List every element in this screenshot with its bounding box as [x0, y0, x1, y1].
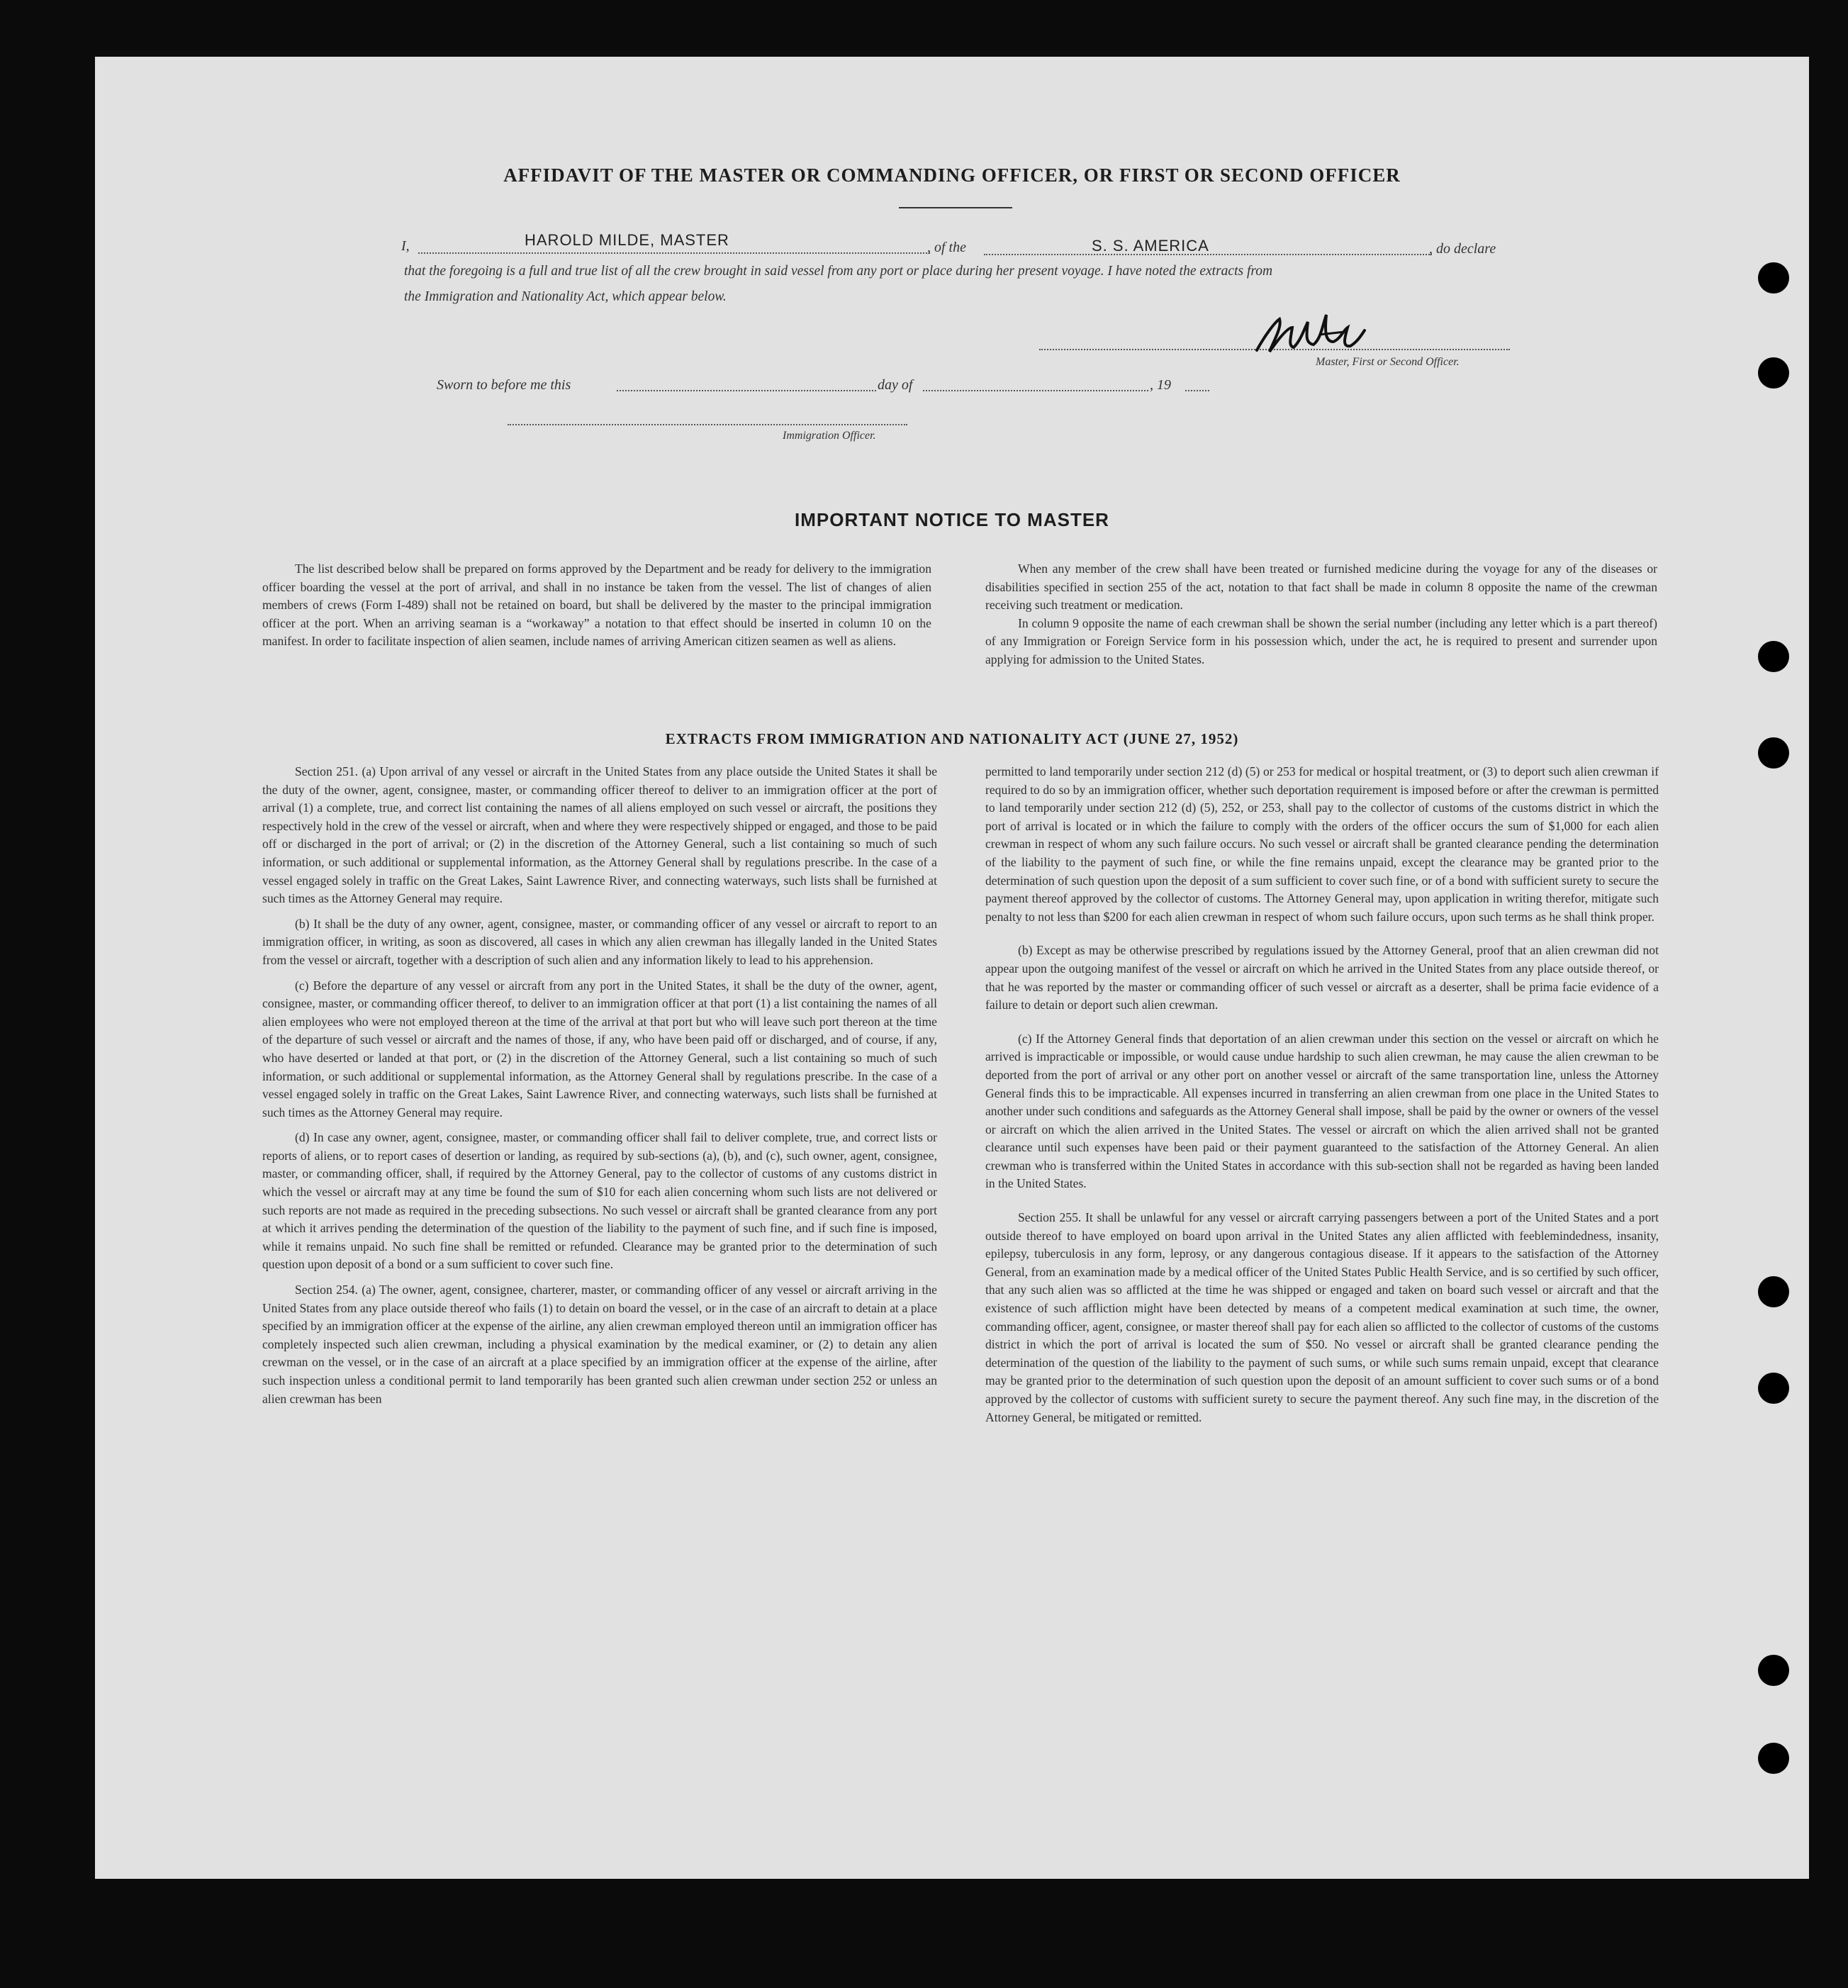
sworn-year-line: [1185, 390, 1209, 391]
section-255: Section 255. It shall be unlawful for any vessel or aircraft carrying passengers between a port of the United States and a port outside thereof to have employed on board upon arrival in the United States any alien afflicted with feeblemindedness, insanity, epilepsy, tuberculosis in any form, leprosy, or any dangerous contagious disease. If it appears to the satisfaction of the Attorney General, from an examination made by a medical officer of the United States Public Health Service, and is so certified by such officer, that any such alien was so afflicted at the time he was shipped or engaged and taken on board such vessel or aircraft and that the existence of such affliction might have been detected by means of a competent medical examination at such time, the owner, commanding officer, agent, consignee, or master thereof shall pay for each alien so afflicted to the collector of customs of the customs district in which the port of arrival is located the sum of $50. No vessel or aircraft shall be granted clearance pending the determination of the question of the liability to the payment of such sums, or while such sums remain unpaid, except that clearance may be granted prior to the determination of such question upon the deposit of an amount sufficient to cover such sums or of a bond approved by the collector of customs with sufficient surety to secure the payment thereof. Any such fine may, in the discretion of the Attorney General, be mitigated or remitted.: [985, 1210, 1659, 1424]
section-254-a: Section 254. (a) The owner, agent, consignee, charterer, master, or commanding officer of any vessel or aircraft arriving in the United States from any place outside thereof who fails (1) to detain on board the vessel, or in the case of an aircraft to detain at a place specified by an immigration officer at the expense of the airline, any alien crewman employed thereon until an immigration officer has completely inspected such alien crewman, including a physical examination by the medical examiner, or (2) to detain any alien crewman on the vessel, or in the case of an aircraft at a place specified by an immigration officer at the expense of the airline, after such inspection unless a conditional permit to land temporarily has been granted such alien crewman under section 252 or unless an alien crewman has been: [262, 1283, 937, 1406]
immigration-officer-line: [508, 424, 907, 425]
of-the-text: , of the: [927, 240, 966, 255]
master-name: HAROLD MILDE, MASTER: [525, 231, 729, 249]
section-251-a: Section 251. (a) Upon arrival of any vessel or aircraft in the United States from any place outside the United States it shall be the duty of the owner, agent, consignee, master, or commanding officer thereof to deliver to an immigration officer at the port of arrival (1) a complete, true, and correct list containing the names of all aliens employed on such vessel or aircraft, the positions they respectively hold in the crew of the vessel or aircraft, when and where they were respectively shipped or engaged, and those to be paid off or discharged in the port of arrival; or (2) in the discretion of the Attorney General, such a list containing so much of such information, or such additional or supplemental information, as the Attorney General shall by regulations prescribe. In the case of a vessel engaged solely in traffic on the Great Lakes, Saint Lawrence River, and connecting waterways, such lists shall be furnished at such times as the Attorney General may require.: [262, 764, 937, 906]
sworn-text: Sworn to before me this: [437, 377, 571, 393]
punch-hole: [1758, 641, 1789, 672]
divider: [899, 207, 1012, 208]
punch-hole: [1758, 357, 1789, 389]
notice-title: IMPORTANT NOTICE TO MASTER: [795, 509, 1109, 530]
sworn-month-line: [923, 390, 1148, 391]
declaration-prefix: I,: [401, 238, 410, 254]
day-of-text: day of: [878, 377, 913, 393]
section-254-c: (c) If the Attorney General finds that deportation of an alien crewman under this section on the vessel or aircraft on which he arrived is impracticable or impossible, or would cause undue hardship to such alien crewman, he may cause the alien crewman to be deported from the port of arrival or any other port on another vessel or aircraft of the same transportation line, unless the Attorney General finds this to be impracticable. All expenses incurred in transferring an alien crewman from one place in the United States to another under such conditions and safeguards as the Attorney General shall impose, shall be paid by the owner or owners of the vessel or aircraft on which the alien arrived in the United States. The vessel or aircraft on which the alien arrived shall not be granted clearance until such expenses have been paid or their payment guaranteed to the satisfaction of the Attorney General. An alien crewman who is transferred within the United States in accordance with this sub-section shall not be regarded as having been landed in the United States.: [985, 1031, 1659, 1191]
notice-left-column: [262, 560, 931, 651]
section-254-b: (b) Except as may be otherwise prescribed by regulations issued by the Attorney General, proof that an alien crewman did not appear upon the outgoing manifest of the vessel or aircraft on which he arrived in the United States from any place outside thereof, or that he was reported by the master or commanding officer of such vessel or aircraft as a deserter, shall be prima facie evidence of a failure to detain or deport such alien crewman.: [985, 943, 1659, 1012]
extracts-left-column: [262, 763, 937, 1408]
section-251-d: (d) In case any owner, agent, consignee, master, or commanding officer shall fail to deliver complete, true, and correct lists or reports of aliens, or to report cases of desertion or landing, as required by sub-sections (a), (b), and (c), such owner, agent, consignee, master, or commanding officer, shall, if required by the Attorney General, pay to the collector of customs of any customs district in which the vessel or aircraft may at any time be found the sum of $10 for each alien concerning whom such lists are not delivered or such reports are not made as required in the preceding subsections. No such vessel or aircraft shall be granted clearance from any port at which it arrives pending the determination of the question of the liability to the payment of such fine, and if such fine is imposed, while it remains unpaid. No such fine shall be remitted or refunded. Clearance may be granted prior to the determination of such question upon deposit of a bond or a sum sufficient to cover such fine.: [262, 1130, 937, 1272]
vessel-name: S. S. AMERICA: [1092, 237, 1209, 255]
handwritten-signature: [1251, 306, 1372, 362]
declaration-line-1: that the foregoing is a full and true list of all the crew brought in said vessel from any port or place during her present voyage. I have noted the extracts from: [404, 264, 1273, 279]
extracts-title: EXTRACTS FROM IMMIGRATION AND NATIONALITY ACT (JUNE 27, 1952): [665, 730, 1239, 747]
extracts-right-column: [985, 763, 1659, 1426]
do-declare-text: , do declare: [1429, 241, 1496, 257]
punch-hole: [1758, 1276, 1789, 1307]
notice-left-paragraph: The list described below shall be prepared on forms approved by the Department and be ready for delivery to the immigration officer boarding the vessel at the port of arrival, and shall in no instance be taken from the vessel. The list of changes of alien members of crews (Form I-489) shall not be retained on board, but shall be delivered by the master to the principal immigration officer at the port. When an arriving seaman is a “workaway” a notation to that effect should be inserted in column 10 on the manifest. In order to facilitate inspection of alien seamen, include names of arriving American citizen seamen as well as aliens.: [262, 562, 931, 649]
signature-caption: Master, First or Second Officer.: [1316, 356, 1460, 368]
punch-hole: [1758, 1743, 1789, 1774]
notice-right-column: [985, 560, 1657, 669]
section-254-a-continued: permitted to land temporarily under section 212 (d) (5) or 253 for medical or hospital treatment, or (3) to deport such alien crewman if required to do so by an immigration officer, whether such deportation requirement is imposed before or after the crewman is permitted to land temporarily under section 212 (d) (5), 252, or 253, shall pay to the collector of customs of the customs district in which the port of arrival is located or in which the failure to comply with the orders of the officer occurs the sum of $1,000 for each alien crewman in respect of whom any such failure occurs. No such vessel or aircraft shall be granted clearance pending the determination of the liability to the payment of such fine, or while the fine remains unpaid, except the clearance may be granted prior to the determination of such question upon the deposit of a sum sufficient to cover such fine, or of a bond with sufficient surety to secure the payment thereof approved by the collector of customs. The Attorney General may, upon application in writing therefor, mitigate such penalty to not less than $200 for each alien crewman in respect of whom such failure occurs, upon such terms as he shall think proper.: [985, 764, 1659, 924]
section-251-c: (c) Before the departure of any vessel or aircraft from any port in the United States, it shall be the duty of the owner, agent, consignee, master, or commanding officer thereof, to deliver to an immigration officer at that port (1) a list containing the names of all alien employees who were not employed thereon at the time of the arrival at that port but who will leave such port thereon at the time of the departure of such vessel or aircraft and the names of those, if any, who have been paid off or discharged, and of course, if any, who have deserted or landed at that port, or (2) in the discretion of the Attorney General, such a list containing so much of such information, or such additional or supplemental information, as the Attorney General shall by regulations prescribe. In the case of a vessel engaged solely in traffic on the Great Lakes, Saint Lawrence River, and connecting waterways, such lists shall be furnished at such times as the Attorney General may require.: [262, 978, 937, 1119]
notice-right-paragraph-2: In column 9 opposite the name of each crewman shall be shown the serial number (including any letter which is a part thereof) of any Immigration or Foreign Service form in his possession which, under the act, he is required to present and surrender upon applying for admission to the United States.: [985, 615, 1657, 666]
notice-right-paragraph-1: When any member of the crew shall have been treated or furnished medicine during the voyage for any of the diseases or disabilities specified in section 255 of the act, notation to that fact shall be made in column 8 opposite the name of the crewman receiving such treatment or medication.: [985, 562, 1657, 613]
punch-hole: [1758, 1373, 1789, 1404]
master-name-line: [418, 252, 930, 254]
declaration-line-2: the Immigration and Nationality Act, which appear below.: [404, 289, 727, 304]
immigration-officer-caption: Immigration Officer.: [783, 430, 876, 442]
section-251-b: (b) It shall be the duty of any owner, agent, consignee, master, or commanding officer of any vessel or aircraft to report to an immigration officer, in writing, as soon as discovered, all cases in which any alien crewman has illegally landed in the United States from the vessel or aircraft, together with a description of such alien and any information likely to lead to his apprehension.: [262, 916, 937, 967]
year-prefix: , 19: [1150, 377, 1171, 393]
affidavit-title: AFFIDAVIT OF THE MASTER OR COMMANDING OFFICER, OR FIRST OR SECOND OFFICER: [503, 164, 1401, 186]
punch-hole: [1758, 1655, 1789, 1686]
punch-hole: [1758, 262, 1789, 294]
sworn-day-line: [617, 390, 876, 391]
